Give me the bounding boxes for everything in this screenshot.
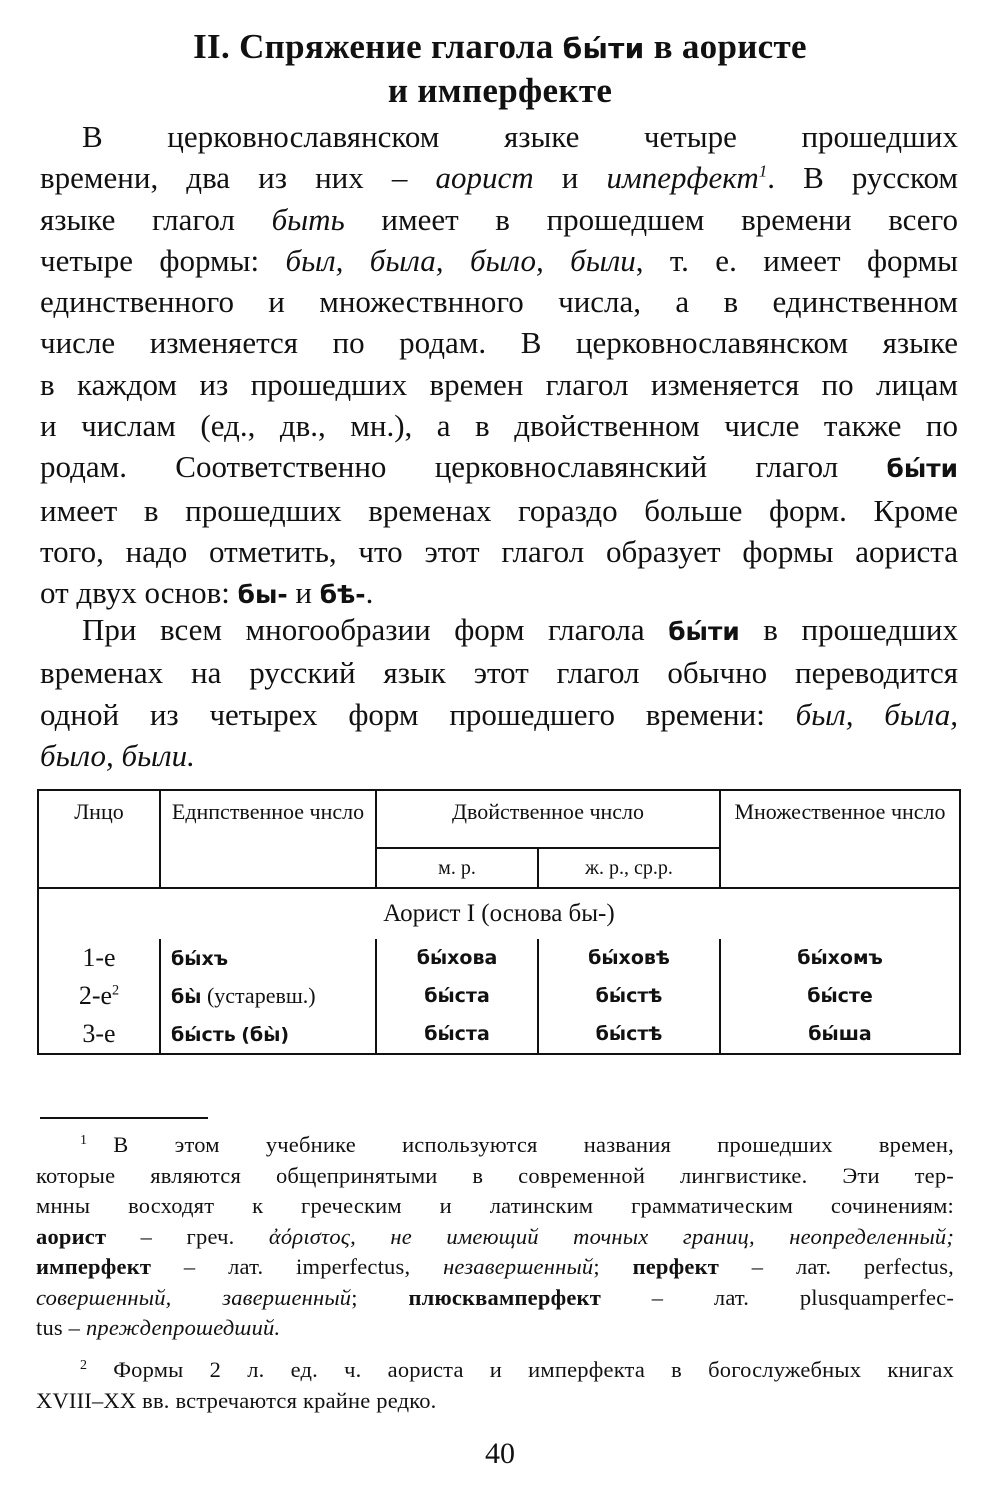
italic-word: быть — [271, 201, 345, 237]
table-cell: бы́стѣ — [595, 985, 663, 1007]
footnote-ref: 2 — [112, 982, 120, 999]
person-label: 2-е — [78, 981, 113, 1010]
italic-gloss: незавершенный — [443, 1254, 594, 1279]
text-line — [36, 1252, 954, 1283]
term-bold: перфект — [632, 1254, 719, 1279]
text-line — [36, 1130, 954, 1161]
header-singular: Еднпственное чнсло — [160, 790, 376, 888]
form: бы́сть — [171, 1024, 236, 1046]
text-line — [40, 157, 958, 198]
italic-forms: был, была, было, были — [285, 242, 636, 278]
text-span: – лат. plusquamperfec- — [651, 1284, 955, 1310]
italic-gloss: совершенный, завершенный — [36, 1284, 352, 1310]
text-line: и числам (ед., дв., мн.), а в двойственном числе также по — [40, 408, 958, 444]
text-span: В этом учебнике используются названия прошедших времен, — [113, 1132, 954, 1157]
text-span: четыре формы: — [40, 242, 260, 278]
text-span: в прошедших — [763, 612, 959, 647]
text-line: В церковнославянском языке четыре прошедших — [82, 119, 958, 154]
table-cell — [39, 939, 159, 977]
text-line — [36, 1313, 954, 1344]
title-line-2: и имперфекте — [387, 71, 613, 110]
text-line: единственного и множествнного числа, а в единственном — [40, 284, 958, 320]
table-cell — [171, 939, 375, 977]
text-span: языке глагол — [40, 201, 235, 237]
text-line: временах на русский язык этот глагол обычно переводится — [40, 655, 958, 691]
dual-feminine-neuter-column — [538, 939, 720, 1054]
text-span: tus – — [36, 1315, 81, 1340]
header-masculine: м. р. — [376, 848, 538, 888]
person-label: 3-е — [82, 1019, 116, 1048]
table-cell: бы́стѣ — [595, 1023, 663, 1045]
note: (бы̀) — [241, 1024, 290, 1046]
text-line: имеет в прошедших временах гораздо больше форм. Кроме — [40, 492, 958, 528]
text-span: – греч. — [140, 1223, 235, 1249]
paragraph-1 — [40, 116, 958, 616]
italic-gloss: не имеющий точных границ, неопределенный; — [390, 1223, 955, 1249]
section-title — [40, 26, 960, 112]
term-bold: имперфект — [36, 1254, 152, 1279]
title-slavonic-word: бы́ти — [562, 32, 645, 65]
singular-column — [160, 939, 376, 1054]
table-cell: бы́хомъ — [797, 947, 883, 969]
text-span: родам. Соответственно церковнославянский глагол — [40, 449, 839, 485]
title-text-end: в аористе — [653, 27, 807, 66]
page-number: 40 — [485, 1437, 515, 1470]
paragraph-2 — [40, 609, 958, 776]
text-span: – лат. imperfectus, — [183, 1254, 411, 1279]
title-text: II. Спряжение глагола — [193, 27, 554, 66]
text-line — [36, 1355, 954, 1386]
conjugation-table — [37, 789, 961, 1055]
text-span: имеет в прошедшем времени всего — [381, 201, 958, 237]
text-line — [40, 735, 958, 776]
text-line — [40, 694, 958, 735]
text-span: времени, два из них – — [40, 160, 408, 196]
text-line: которые являются общепринятыми в современной лингвистике. Эти тер- — [36, 1162, 954, 1188]
text-span: и — [561, 160, 579, 196]
note: (устаревш.) — [206, 983, 316, 1008]
form: бы̀ — [171, 986, 202, 1008]
person-column — [38, 939, 160, 1054]
slavonic-word: бы́ти — [886, 454, 958, 484]
term-bold: плюсквамперфект — [408, 1284, 601, 1310]
slavonic-word: бы́ти — [668, 617, 740, 646]
text-line — [36, 1283, 954, 1314]
greek-word: ἀόριστος, — [268, 1223, 356, 1249]
text-line — [40, 199, 958, 240]
text-span: – лат. perfectus, — [751, 1254, 955, 1279]
table-cell: бы́ста — [424, 985, 490, 1007]
text-span: и — [295, 575, 312, 611]
text-line — [40, 240, 958, 281]
text-line — [40, 446, 958, 489]
text-span: Формы 2 л. ед. ч. аориста и имперфекта в богослужебных книгах — [113, 1357, 954, 1382]
plural-column — [720, 939, 960, 1054]
table-cell — [39, 1015, 159, 1053]
header-feminine-neuter: ж. р., ср.р. — [538, 848, 720, 888]
form: бы́хъ — [171, 948, 228, 970]
table-cell: бы́ховѣ — [588, 947, 670, 969]
italic-gloss: преждепрошедший. — [85, 1315, 281, 1340]
text-span: При всем многообразии форм глагола — [82, 612, 645, 647]
footnote-ref: 1 — [758, 161, 768, 181]
text-line — [36, 1222, 954, 1253]
term-aorist: аорист — [435, 160, 534, 196]
table-rows — [38, 939, 960, 1054]
footnote-mark: 2 — [80, 1357, 88, 1373]
person-label: 1-е — [82, 943, 116, 972]
footnote-divider — [40, 1117, 208, 1119]
table-cell: бы́ша — [808, 1023, 872, 1045]
text-span: ; — [593, 1254, 600, 1279]
table-cell: бы́ста — [424, 1023, 490, 1045]
text-line — [40, 609, 958, 652]
footnote-2 — [36, 1355, 954, 1416]
header-plural: Множественное чнсло — [720, 790, 960, 888]
slavonic-stem: бы- — [237, 580, 288, 610]
term-text: имперфект — [606, 160, 759, 196]
italic-forms: был, была, — [795, 696, 958, 732]
table-cell — [171, 977, 375, 1015]
text-line: того, надо отметить, что этот глагол образует формы аориста — [40, 533, 958, 569]
italic-forms: было, были. — [40, 737, 195, 773]
text-span: от двух основ: — [40, 575, 230, 611]
slavonic-stem: бѣ- — [319, 580, 366, 610]
dual-masculine-column — [376, 939, 538, 1054]
text-span: , т. е. имеет формы — [635, 242, 959, 278]
text-line: мнны восходят к греческим и латинским грамматическим сочинениям: — [36, 1193, 954, 1218]
term-imperfect — [606, 160, 767, 195]
text-line: в каждом из прошедших времен глагол изменяется по лицам — [40, 366, 958, 402]
footnote-mark: 1 — [80, 1132, 88, 1148]
header-dual: Двойственное чнсло — [376, 790, 720, 848]
text-span: одной из четырех форм прошедшего времени: — [40, 696, 765, 732]
footnote-1 — [36, 1130, 954, 1344]
table-cell — [171, 1015, 375, 1053]
text-line: числе изменяется по родам. В церковнославянском языке — [40, 325, 958, 361]
text-span: ; — [351, 1284, 358, 1310]
header-person: Лнцо — [38, 790, 160, 888]
table-cell: бы́хова — [416, 947, 498, 969]
term-bold: аорист — [36, 1223, 107, 1249]
section-heading-aorist: Аорист I (основа бы-) — [38, 888, 960, 939]
table-cell: бы́сте — [807, 985, 873, 1007]
text-span: . В русском — [767, 160, 959, 196]
text-line: XVIII–XX вв. встречаются крайне редко. — [36, 1387, 437, 1413]
text-span: . — [365, 575, 374, 611]
table-cell — [39, 977, 159, 1015]
